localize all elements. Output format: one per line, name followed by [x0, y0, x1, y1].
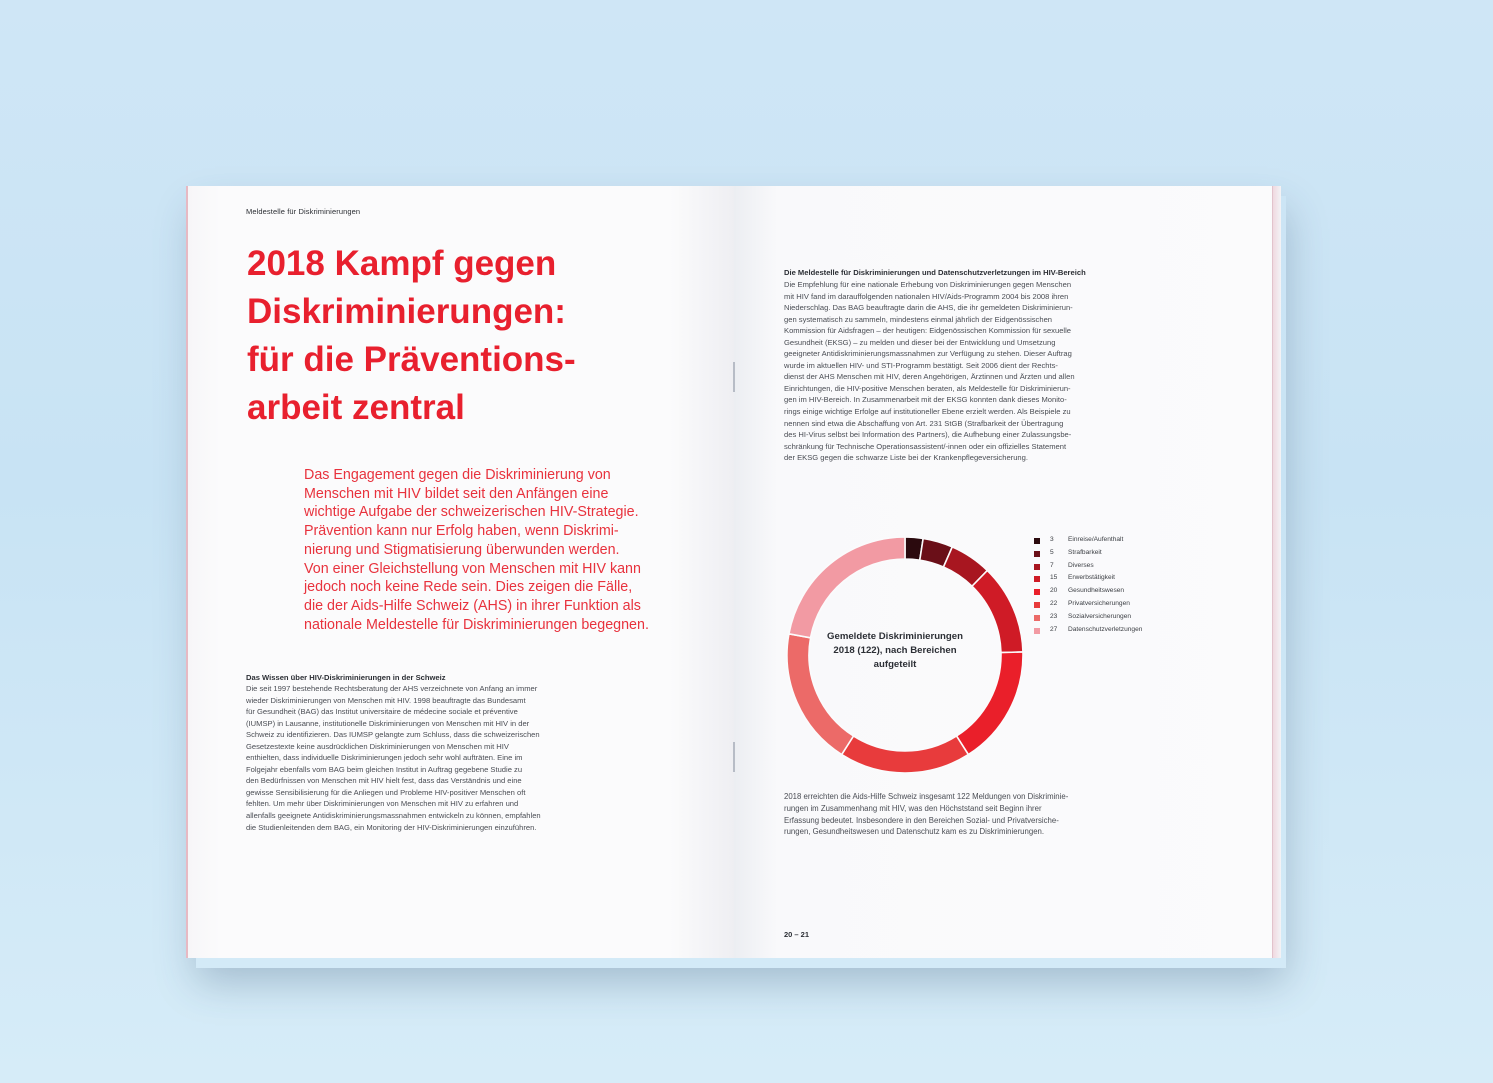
- headline-line: für die Präventions-: [247, 340, 576, 379]
- body-line: dienst der AHS Menschen mit HIV, deren Angehörigen, Ärztinnen und Ärzten und allen: [784, 372, 1075, 382]
- legend-value: 7: [1050, 561, 1054, 569]
- legend-label: Erwerbstätigkeit: [1068, 574, 1115, 582]
- body-line: Einrichtungen, die HIV-positive Menschen beraten, als Meldestelle für Diskriminierun-: [784, 383, 1071, 393]
- caption-line: Erfassung bedeutet. Insbesondere in den Bereichen Sozial- und Privatversiche-: [784, 815, 1059, 825]
- section-body: [246, 683, 541, 833]
- legend-swatch: [1034, 628, 1040, 634]
- chart-center-line: Gemeldete Diskriminierungen: [827, 631, 963, 642]
- caption-line: rungen, Gesundheitswesen und Datenschutz kam es zu Diskriminierungen.: [784, 827, 1045, 837]
- donut-slice: [842, 736, 969, 773]
- headline-line: arbeit zentral: [247, 388, 465, 427]
- headline: [247, 240, 697, 432]
- body-line: Gesetzestexte keine ausdrücklichen Diskriminierungen von Menschen mit HIV: [246, 741, 509, 751]
- legend-value: 27: [1050, 625, 1058, 633]
- legend-value: 3: [1050, 536, 1054, 543]
- body-line: mit HIV fand im darauffolgenden nationalen HIV/Aids-Programm 2004 bis 2008 ihren: [784, 291, 1069, 301]
- lead-line: Von einer Gleichstellung von Menschen mit HIV kann: [304, 560, 641, 577]
- chart-center-label: [820, 630, 970, 672]
- body-line: die Studienleitenden dem BAG, ein Monitoring der HIV-Diskriminierungen einzuführen.: [246, 822, 537, 832]
- section-title: Das Wissen über HIV-Diskriminierungen in der Schweiz: [246, 673, 446, 682]
- body-line: Schweiz zu identifizieren. Das IUMSP gelangte zum Schluss, dass die schweizerischen: [246, 730, 540, 740]
- legend-label: Gesundheitswesen: [1068, 587, 1125, 595]
- caption-line: 2018 erreichten die Aids-Hilfe Schweiz insgesamt 122 Meldungen von Diskriminie-: [784, 792, 1069, 801]
- lead-line: Das Engagement gegen die Diskriminierung von: [304, 467, 611, 483]
- lead-line: wichtige Aufgabe der schweizerischen HIV-Strategie.: [304, 504, 639, 521]
- legend-swatch: [1034, 551, 1040, 557]
- body-line: nennen sind etwa die Abschaffung von Art. 231 StGB (Strafbarkeit der Übertragung: [784, 418, 1064, 428]
- body-line: enthielten, dass individuelle Diskriminierungen jedoch sehr wohl aufträten. Eine im: [246, 753, 523, 763]
- body-line: geeigneter Antidiskriminierungsmassnahmen zur Verfügung zu stehen. Dieser Auftrag: [784, 349, 1072, 359]
- chart-center-line: 2018 (122), nach Bereichen: [833, 645, 957, 656]
- body-line: Niederschlag. Das BAG beauftragte darin die AHS, die ihr gemeldeten Diskriminierun-: [784, 303, 1073, 313]
- donut-slice: [972, 570, 1023, 652]
- page-edge: [1272, 186, 1281, 958]
- headline-line: Diskriminierungen:: [247, 292, 566, 331]
- body-line: gewisse Sensibilisierung für die Anliegen und Probleme HIV-positiver Menschen oft: [246, 787, 526, 797]
- body-line: Die Empfehlung für eine nationale Erhebung von Diskriminierungen gegen Menschen: [784, 280, 1072, 289]
- donut-slice: [789, 537, 905, 638]
- body-line: (IUMSP) in Lausanne, institutionelle Diskriminierungen von Menschen mit HIV in der: [246, 718, 530, 728]
- body-line: schränkung für Technische Operationsassistent/-innen oder ein offizielles Statement: [784, 441, 1067, 451]
- body-line: gen systematisch zu sammeln, mindestens einmal jährlich der Eidgenössischen: [784, 314, 1053, 324]
- legend-value: 22: [1050, 599, 1058, 607]
- chart-caption: [784, 791, 1068, 838]
- binding-staple: [733, 742, 735, 772]
- caption-line: rungen im Zusammenhang mit HIV, was den Höchststand seit Beginn ihrer: [784, 803, 1042, 813]
- lead-line: Prävention kann nur Erfolg haben, wenn Diskrimi-: [304, 523, 619, 540]
- headline-line: 2018 Kampf gegen: [247, 244, 557, 283]
- legend-label: Sozialversicherungen: [1068, 612, 1132, 620]
- legend-swatch: [1034, 538, 1040, 544]
- body-line: Gesundheit (EKSG) – zu melden und dieser bei der Entwicklung und Umsetzung: [784, 337, 1056, 347]
- legend-swatch: [1034, 576, 1040, 582]
- body-line: für Gesundheit (BAG) das Institut universitaire de médecine sociale et préventive: [246, 707, 518, 717]
- legend-label: Diverses: [1068, 561, 1094, 569]
- lead-paragraph: [304, 466, 704, 634]
- body-line: des HI-Virus selbst bei Information des Partners), die Aufhebung einer Zulassungsbe-: [784, 430, 1072, 440]
- body-line: Folgejahr ebenfalls vom BAG beim gleichen Institut in Auftrag gegebene Studie zu: [246, 764, 523, 774]
- body-line: fehlten. Um mehr über Diskriminierungen von Menschen mit HIV zu erfahren und: [246, 799, 519, 809]
- section-body: [784, 279, 1075, 464]
- legend-swatch: [1034, 589, 1040, 595]
- chart-center-line: aufgeteilt: [873, 659, 917, 670]
- lead-line: nierung und Stigmatisierung überwunden werden.: [304, 541, 620, 558]
- lead-line: die der Aids-Hilfe Schweiz (AHS) in ihrer Funktion als: [304, 597, 641, 614]
- legend-value: 23: [1050, 612, 1058, 620]
- lead-line: jedoch noch keine Rede sein. Dies zeigen die Fälle,: [304, 579, 633, 596]
- body-line: wurde im aktuellen HIV- und STI-Programm bestätigt. Seit 2006 dient der Rechts-: [784, 360, 1058, 370]
- legend-value: 5: [1050, 548, 1054, 556]
- legend-swatch: [1034, 602, 1040, 608]
- section-title: Die Meldestelle für Diskriminierungen und Datenschutzverletzungen im HIV-Bereich: [784, 268, 1086, 277]
- body-line: gen im HIV-Bereich. In Zusammenarbeit mit der EKSG konnten dank dieses Monito-: [784, 395, 1067, 405]
- legend-label: Strafbarkeit: [1068, 548, 1102, 556]
- right-page: [734, 186, 1278, 958]
- legend-swatch: [1034, 615, 1040, 621]
- body-line: der EKSG gegen die schwarze Liste bei der Krankenpflegeversicherung.: [784, 453, 1028, 463]
- legend-value: 20: [1050, 587, 1058, 595]
- legend-label: Datenschutzverletzungen: [1068, 625, 1143, 633]
- binding-staple: [733, 362, 735, 392]
- legend-label: Privatversicherungen: [1068, 599, 1130, 607]
- body-line: allenfalls geeignete Antidiskriminierungsmassnahmen entwickeln zu können, empfahlen: [246, 811, 541, 821]
- legend-value: 15: [1050, 574, 1058, 582]
- lead-line: Menschen mit HIV bildet seit den Anfängen eine: [304, 485, 609, 502]
- page-numbers: 20 – 21: [784, 930, 810, 939]
- left-page: [186, 186, 736, 958]
- body-line: den Bedürfnissen von Menschen mit HIV hielt fest, dass das Verständnis und eine: [246, 776, 522, 786]
- running-head: Meldestelle für Diskriminierungen: [246, 207, 361, 216]
- body-line: wieder Diskriminierungen von Menschen mit HIV. 1998 beauftragte das Bundesamt: [246, 695, 526, 705]
- legend-label: Einreise/Aufenthalt: [1068, 536, 1124, 543]
- legend-swatch: [1034, 564, 1040, 570]
- lead-line: nationale Meldestelle für Diskriminierungen begegnen.: [304, 616, 649, 633]
- body-line: Kommission für Aidsfragen – der heutigen: Eidgenössischen Kommission für sexuelle: [784, 326, 1072, 336]
- body-line: rings einige wichtige Erfolge auf institutioneller Ebene erzielt werden. Als Beispiele zu: [784, 407, 1071, 417]
- body-line: Die seit 1997 bestehende Rechtsberatung der AHS verzeichnete von Anfang an immer: [246, 684, 538, 693]
